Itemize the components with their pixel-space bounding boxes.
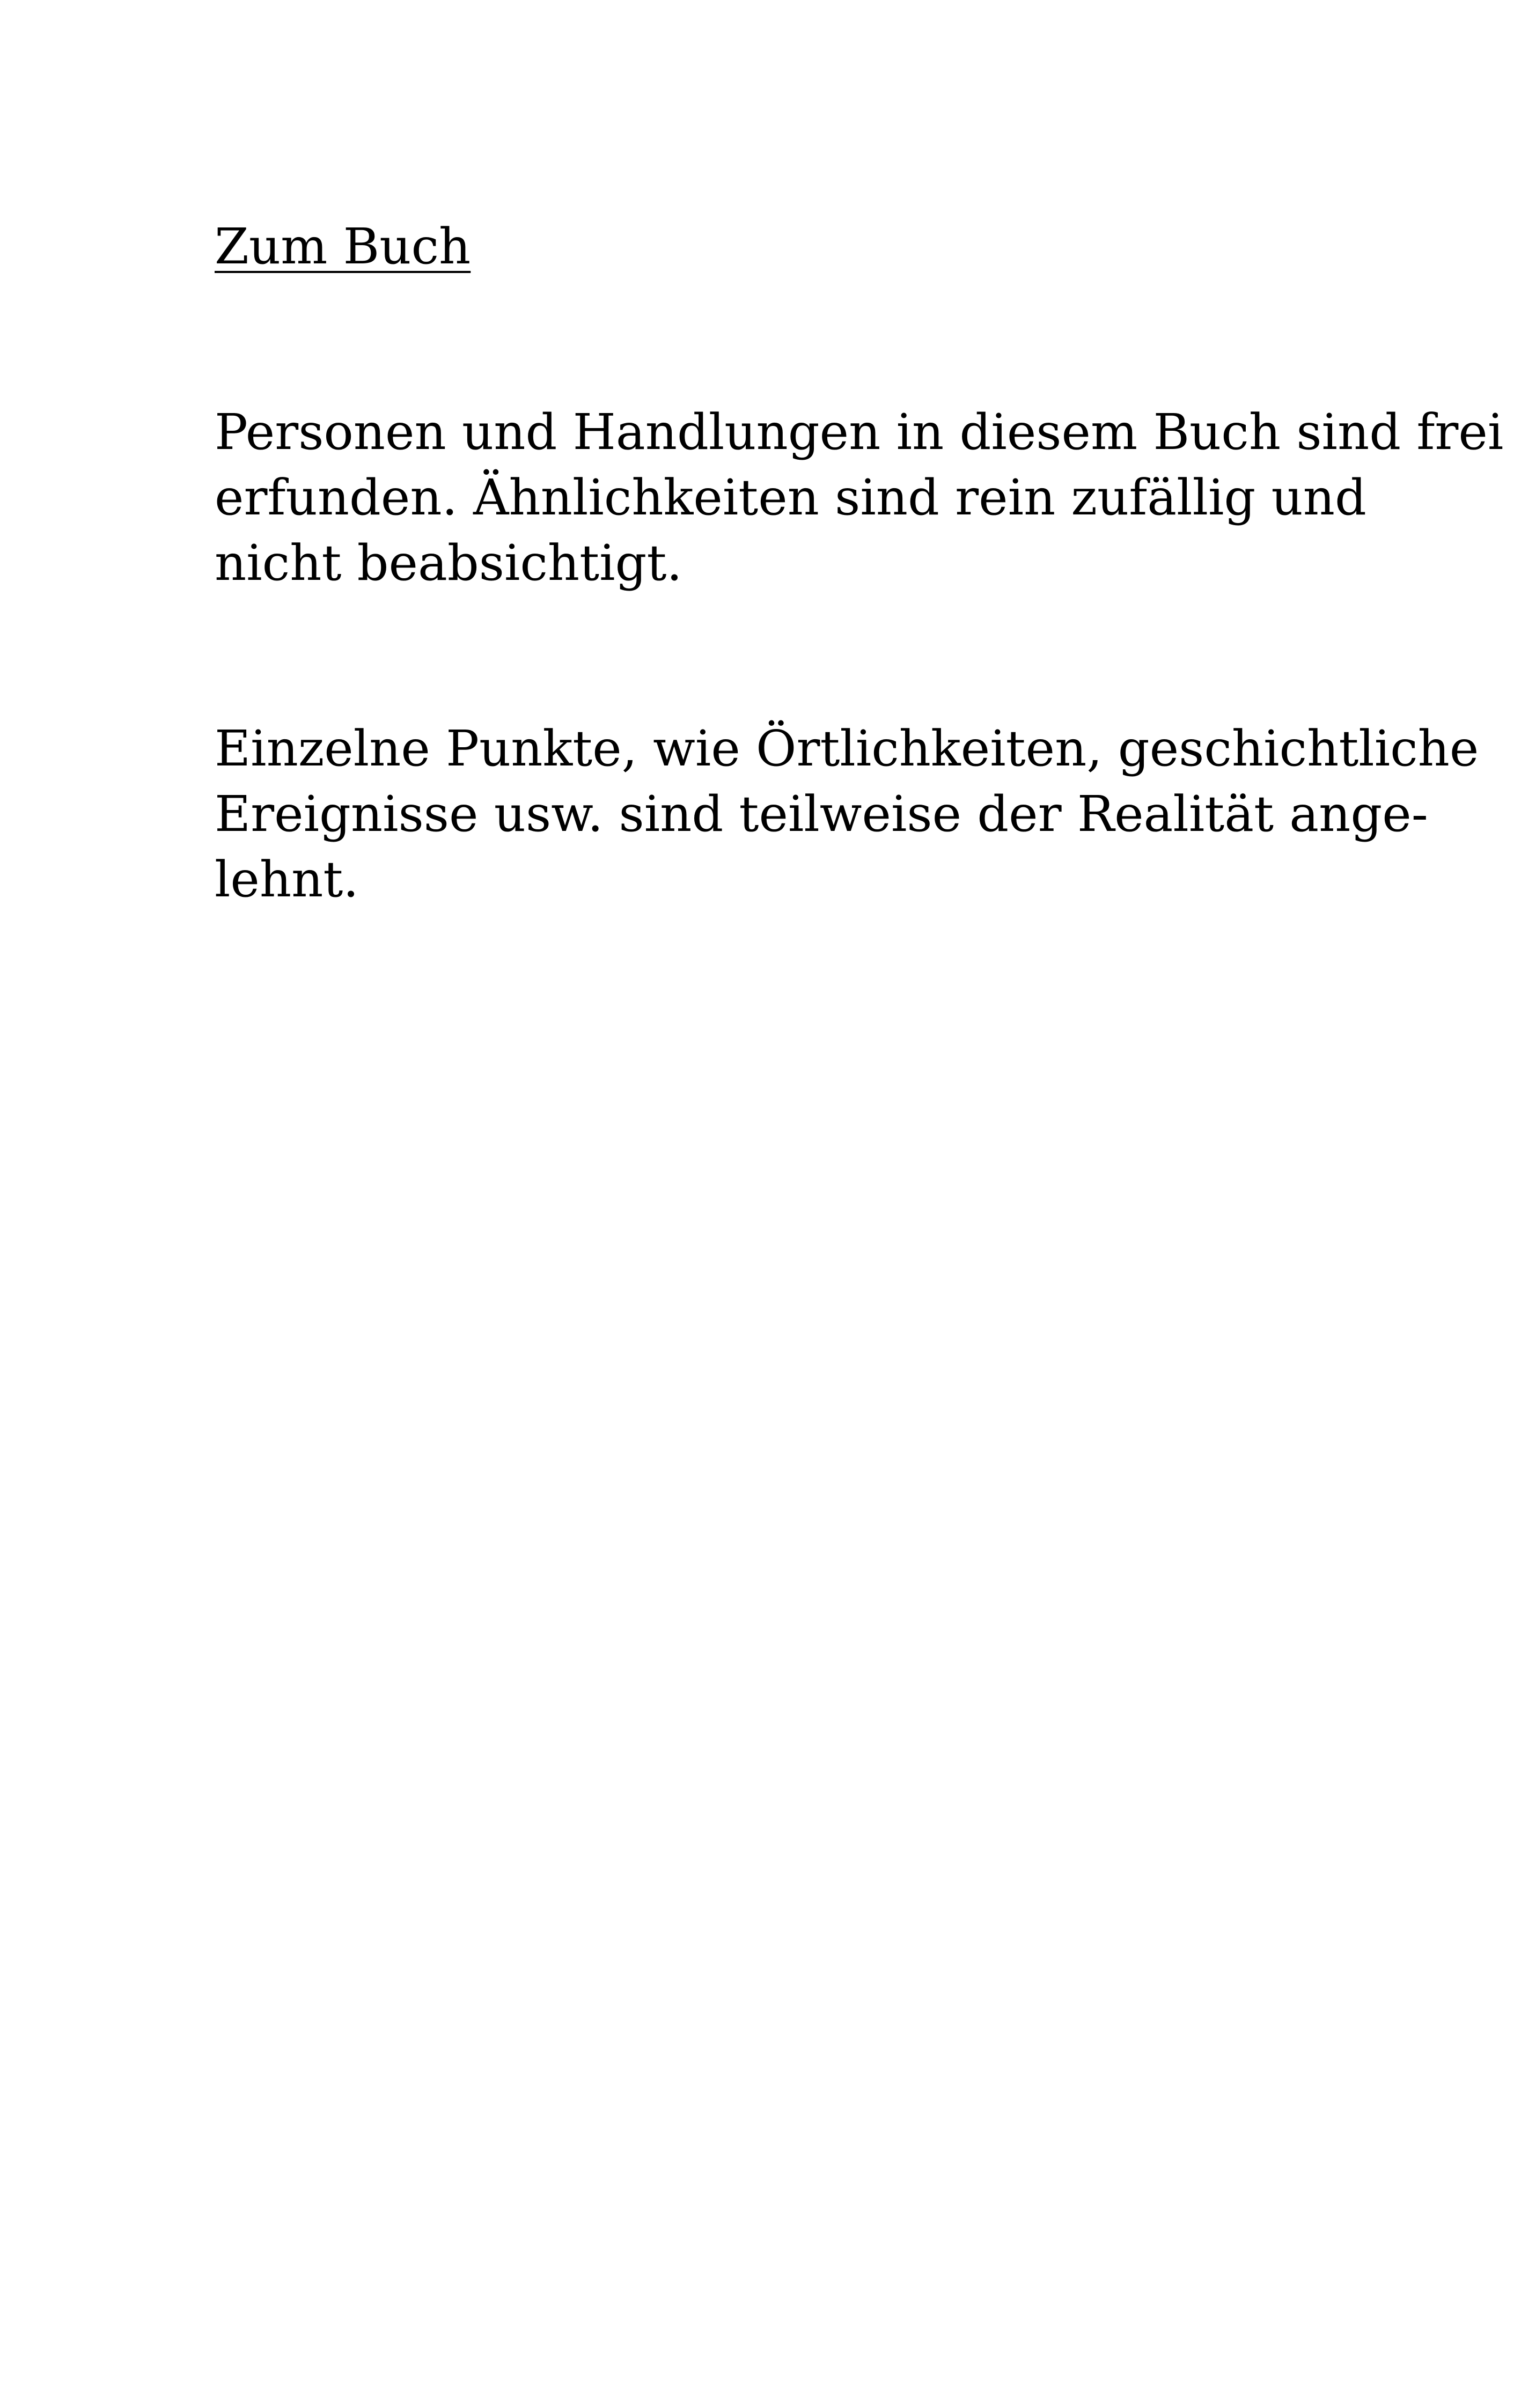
page-heading: Zum Buch (215, 218, 471, 275)
paragraph-line: erfunden. Ähnlichkeiten sind rein zufällig und (215, 469, 1366, 526)
paragraph-line: Einzelne Punkte, wie Örtlichkeiten, geschichtliche (215, 720, 1479, 777)
paragraph-line: nicht beabsichtigt. (215, 534, 682, 592)
paragraph-line: lehnt. (215, 851, 359, 908)
paragraph-line: Personen und Handlungen in diesem Buch sind frei (215, 403, 1504, 461)
paragraph-reality-note (215, 716, 1479, 912)
paragraph-fiction-disclaimer (215, 400, 1504, 596)
paragraph-line: Ereignisse usw. sind teilweise der Realität ange- (215, 785, 1428, 843)
